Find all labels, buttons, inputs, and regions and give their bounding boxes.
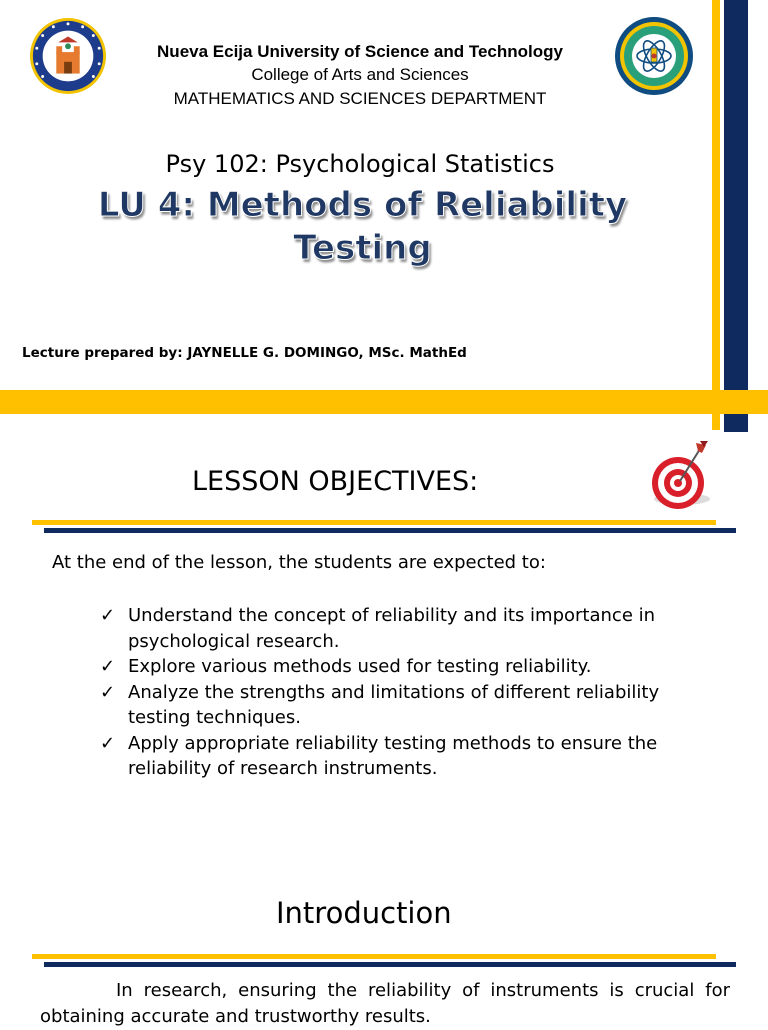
lesson-title-line-2: Testing <box>293 228 432 268</box>
objectives-heading: LESSON OBJECTIVES: <box>192 466 479 497</box>
dart-target-icon <box>644 437 720 513</box>
objectives-rule-navy <box>44 528 736 533</box>
introduction-rule-navy <box>44 962 736 967</box>
lesson-title <box>40 184 685 270</box>
university-seal-icon <box>29 17 107 95</box>
objectives-list <box>100 603 700 782</box>
accent-bar-navy <box>724 0 748 432</box>
check-icon: ✓ <box>100 732 116 754</box>
check-icon: ✓ <box>100 605 116 626</box>
introduction-heading: Introduction <box>276 896 452 930</box>
list-item <box>100 603 700 654</box>
objective-text: Apply appropriate reliability testing methods to ensure the reliability of research instruments. <box>128 732 658 779</box>
objectives-intro: At the end of the lesson, the students are expected to: <box>52 552 546 573</box>
objective-text: Explore various methods used for testing reliability. <box>128 656 592 677</box>
bottom-band-yellow <box>0 390 768 414</box>
list-item <box>100 731 700 782</box>
college-seal-icon <box>614 16 694 96</box>
university-name: Nueva Ecija University of Science and Technology <box>157 42 563 61</box>
prepared-by: Lecture prepared by: JAYNELLE G. DOMINGO, MSc. MathEd <box>22 345 467 361</box>
department-name: MATHEMATICS AND SCIENCES DEPARTMENT <box>173 89 547 108</box>
objective-text: Understand the concept of reliability and its importance in psychological research. <box>128 605 656 652</box>
check-icon: ✓ <box>100 656 116 677</box>
objective-text: Analyze the strengths and limitations of different reliability testing techniques. <box>128 681 660 728</box>
accent-bar-yellow <box>712 0 720 430</box>
title-slide <box>0 0 768 420</box>
check-icon: ✓ <box>100 681 116 703</box>
college-name: College of Arts and Sciences <box>251 65 469 84</box>
introduction-paragraph: In research, ensuring the reliability of instruments is crucial for obtaining accurate and trustworthy results. <box>40 980 730 1027</box>
objectives-rule-gold <box>32 520 716 525</box>
introduction-rule-gold <box>32 954 716 959</box>
course-title: Psy 102: Psychological Statistics <box>165 150 555 178</box>
list-item <box>100 680 700 731</box>
list-item <box>100 654 700 680</box>
lesson-title-line-1: LU 4: Methods of Reliability <box>97 185 628 225</box>
